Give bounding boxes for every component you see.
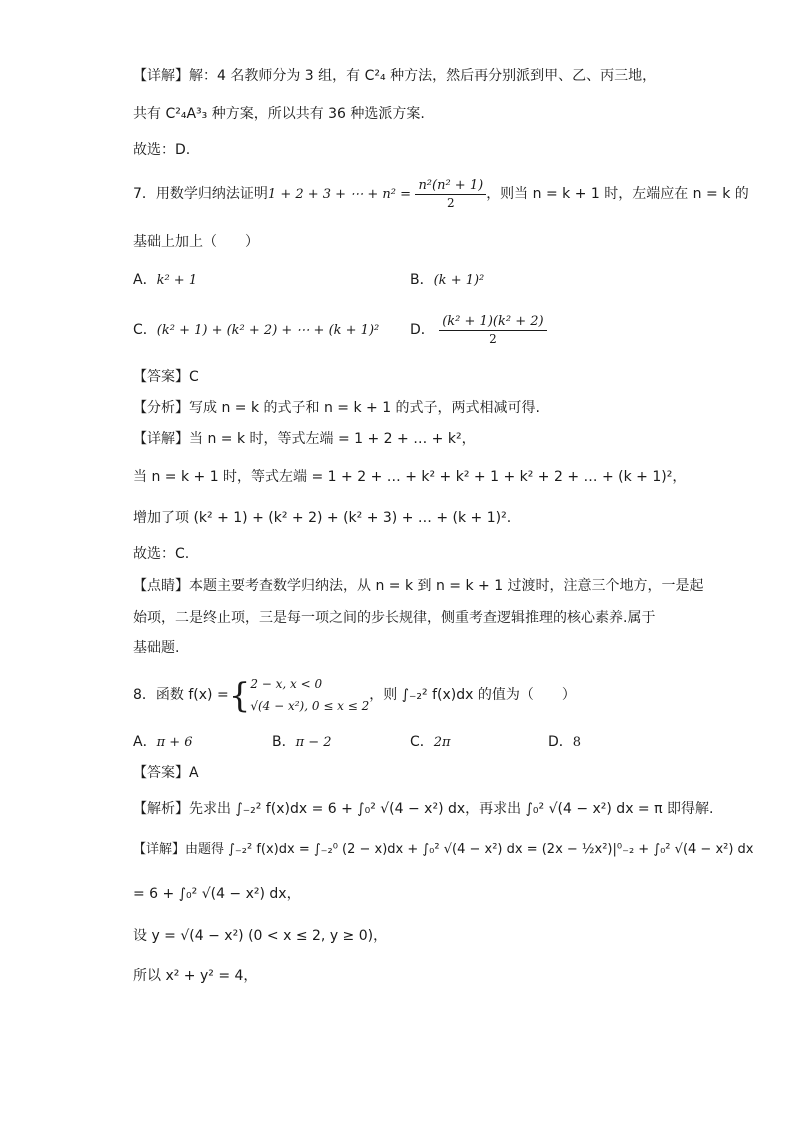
q7-comment-line2: 始项，二是终止项，三是每一项之间的步长规律，侧重考查逻辑推理的核心素养.属于 bbox=[133, 610, 656, 626]
option-label: A． bbox=[133, 734, 157, 750]
option-value: (k² + 1) + (k² + 2) + ⋯ + (k + 1)² bbox=[156, 323, 380, 338]
q8-piecewise bbox=[250, 673, 369, 717]
comment-tag: 【点睛】 bbox=[133, 578, 189, 594]
q7-option-c bbox=[133, 320, 379, 341]
option-value: (k + 1)² bbox=[433, 273, 485, 288]
q8-option-b bbox=[272, 732, 332, 753]
q7-stem-line1 bbox=[133, 176, 749, 213]
answer-tag: 【答案】 bbox=[133, 765, 189, 781]
q7-stem-denominator: 2 bbox=[446, 195, 455, 210]
option-label: B． bbox=[410, 272, 434, 288]
q6-choice: 故选：D. bbox=[133, 142, 191, 158]
q8-option-a bbox=[133, 732, 193, 753]
option-numerator: (k² + 1)(k² + 2) bbox=[439, 314, 546, 331]
answer-tag: 【答案】 bbox=[133, 369, 189, 385]
q7-stem-lhs: 1 + 2 + 3 + ⋯ + n² = bbox=[267, 187, 411, 202]
answer-value: A bbox=[189, 765, 199, 781]
q7-answer bbox=[133, 367, 199, 387]
q8-detail-line1 bbox=[133, 840, 754, 860]
q8-stem bbox=[133, 670, 576, 721]
detail-tag: 【详解】 bbox=[133, 68, 189, 84]
option-label: D． bbox=[410, 322, 435, 338]
answer-value: C bbox=[189, 369, 199, 385]
option-label: C． bbox=[410, 734, 434, 750]
option-value: 8 bbox=[572, 735, 582, 750]
q7-detail-line3: 增加了项 (k² + 1) + (k² + 2) + (k² + 3) + … + (k + 1)². bbox=[133, 510, 512, 526]
q6-detail-line2: 共有 C²₄A³₃ 种方案，所以共有 36 种选派方案. bbox=[133, 106, 425, 122]
q8-stem-prefix: 8．函数 f(x) = bbox=[133, 687, 229, 703]
analysis-text: 先求出 ∫₋₂² f(x)dx = 6 + ∫₀² √(4 − x²) dx，再求出 ∫₀² √(4 − x²) dx = π 即得解. bbox=[189, 801, 714, 817]
q7-comment-line3: 基础题. bbox=[133, 640, 180, 656]
q8-detail-line4: 所以 x² + y² = 4， bbox=[133, 968, 258, 984]
q7-stem-fraction bbox=[415, 178, 486, 211]
q6-detail-text1: 解：4 名教师分为 3 组，有 C²₄ 种方法，然后再分别派到甲、乙、丙三地， bbox=[189, 68, 657, 84]
q8-piece-2: √(4 − x²), 0 ≤ x ≤ 2 bbox=[250, 699, 370, 713]
option-value: 2π bbox=[433, 735, 451, 750]
option-value: k² + 1 bbox=[156, 273, 198, 288]
detail-tag: 【详解】 bbox=[133, 431, 189, 447]
option-fraction bbox=[439, 314, 546, 347]
analysis-tag: 【分析】 bbox=[133, 400, 189, 416]
option-value: π + 6 bbox=[156, 735, 193, 750]
q6-detail-line1 bbox=[133, 66, 656, 86]
q8-analysis bbox=[133, 799, 713, 819]
option-label: C． bbox=[133, 322, 157, 338]
q7-choice: 故选：C. bbox=[133, 546, 190, 562]
q7-stem-numerator: n²(n² + 1) bbox=[415, 178, 486, 195]
option-value: π − 2 bbox=[295, 735, 332, 750]
detail-text: 由题得 ∫₋₂² f(x)dx = ∫₋₂⁰ (2 − x)dx + ∫₀² √(4 − x²) dx = (2x − ½x²)|⁰₋₂ + ∫₀² √(4 − x²) dx bbox=[185, 842, 754, 857]
left-brace-icon: { bbox=[228, 676, 251, 716]
q8-piece-1: 2 − x, x < 0 bbox=[250, 677, 323, 691]
detail-text: 当 n = k 时，等式左端 = 1 + 2 + … + k²， bbox=[189, 431, 476, 447]
q7-detail-line2: 当 n = k + 1 时，等式左端 = 1 + 2 + … + k² + k² + 1 + k² + 2 + … + (k + 1)²， bbox=[133, 469, 687, 485]
comment-text: 本题主要考查数学归纳法，从 n = k 到 n = k + 1 过渡时，注意三个地方，一是起 bbox=[189, 578, 704, 594]
q8-option-d bbox=[548, 732, 581, 753]
q7-option-a bbox=[133, 270, 197, 291]
q7-stem-line2: 基础上加上（ ） bbox=[133, 234, 259, 250]
option-denominator: 2 bbox=[489, 331, 497, 346]
q7-stem-prefix: 7．用数学归纳法证明 bbox=[133, 186, 268, 202]
q7-detail-line1 bbox=[133, 429, 476, 449]
q8-answer bbox=[133, 763, 199, 783]
q8-option-c bbox=[410, 732, 451, 753]
q7-comment-line1 bbox=[133, 576, 704, 596]
q8-detail-line2: = 6 + ∫₀² √(4 − x²) dx， bbox=[133, 886, 301, 902]
q7-stem-suffix: ，则当 n = k + 1 时，左端应在 n = k 的 bbox=[486, 186, 749, 202]
q8-detail-line3: 设 y = √(4 − x²) (0 < x ≤ 2, y ≥ 0)， bbox=[133, 928, 388, 944]
q7-option-b bbox=[410, 270, 484, 291]
q7-analysis bbox=[133, 398, 540, 418]
q7-option-d bbox=[410, 312, 547, 348]
option-label: D． bbox=[548, 734, 573, 750]
option-label: B． bbox=[272, 734, 296, 750]
analysis-text: 写成 n = k 的式子和 n = k + 1 的式子，两式相减可得. bbox=[189, 400, 541, 416]
q8-stem-suffix: ，则 ∫₋₂² f(x)dx 的值为（ ） bbox=[369, 687, 576, 703]
option-label: A． bbox=[133, 272, 157, 288]
detail-tag: 【详解】 bbox=[133, 842, 186, 857]
analysis-tag: 【解析】 bbox=[133, 801, 189, 817]
